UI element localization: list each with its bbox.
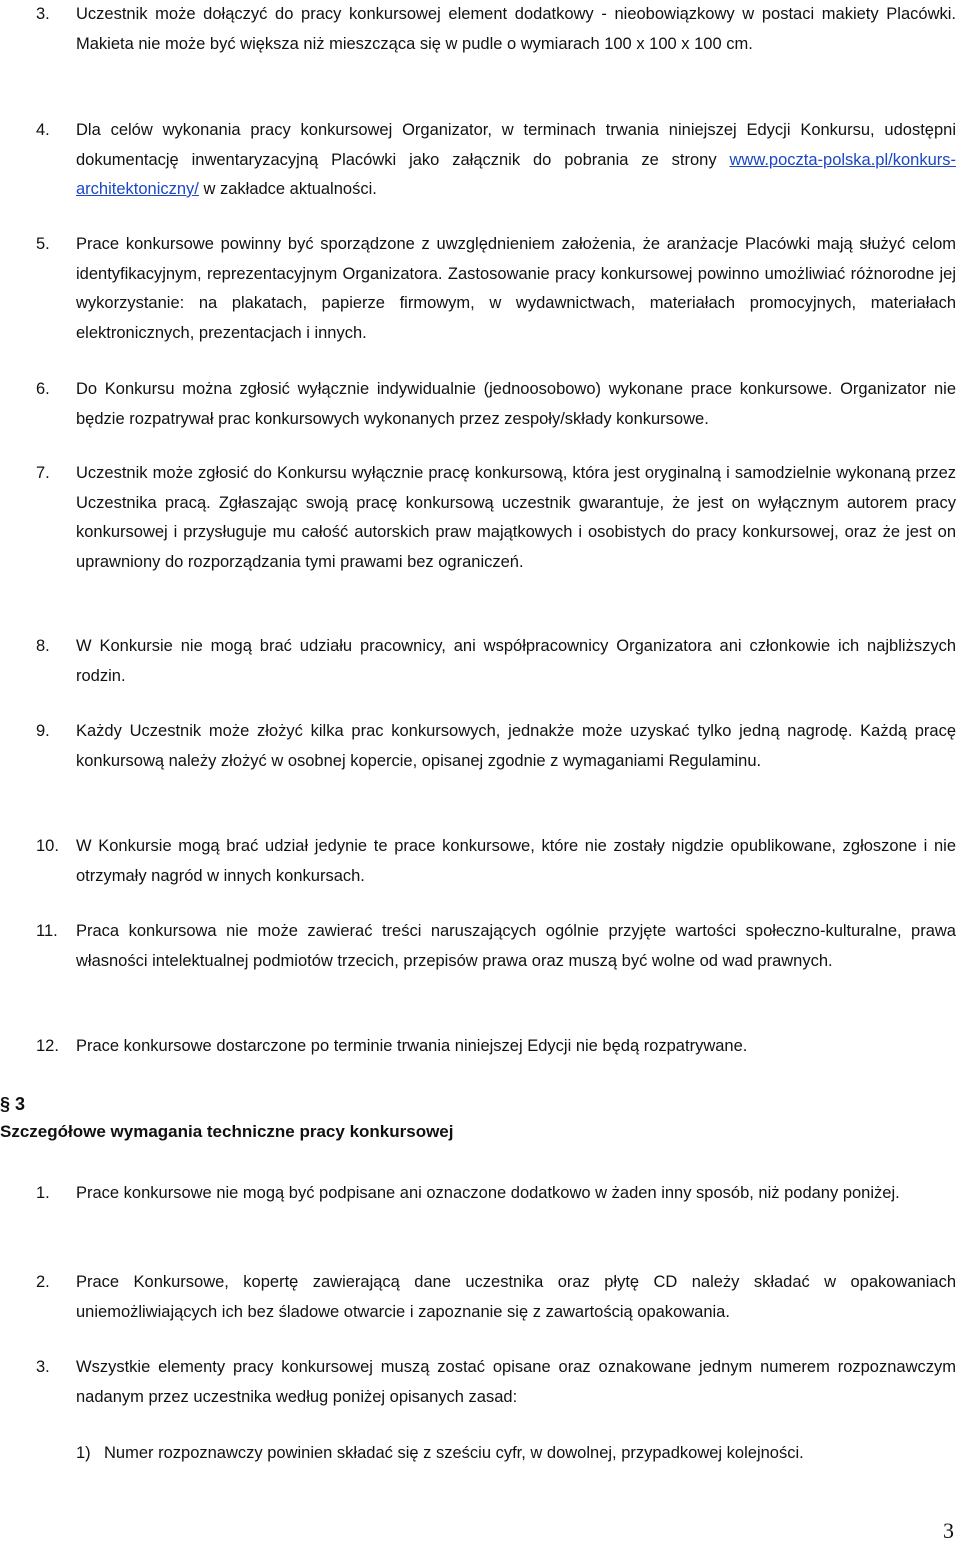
item-number: 10. [36,837,59,855]
item-text: Do Konkursu można zgłosić wyłącznie indywidualnie (jednoosobowo) wykonane prace konkursowe. Organizator nie będzie rozpatrywał prac konkursowych wykonanych przez zespoły/składy konkursowe. [76,380,956,428]
item-number: 7. [36,464,50,482]
item-text: Dla celów wykonania pracy konkursowej Organizator, w terminach trwania niniejszej Edycji Konkursu, udostępni dokumentację inwentaryzacyjną Placówki jako załącznik do pobrania ze strony www.poczta-polska.pl/konkurs-architektoniczny/ w zakładce aktualności. [76,121,956,198]
sub-item-text: Numer rozpoznawczy powinien składać się z sześciu cyfr, w dowolnej, przypadkowej kolejności. [104,1444,804,1462]
item-number: 6. [36,380,50,398]
item-number: 3. [36,5,50,23]
item-number: 12. [36,1037,59,1055]
item-number: 8. [36,637,50,655]
item-number: 1. [36,1184,50,1202]
regulations-link[interactable]: www.poczta-polska.pl/konkurs-architektoniczny/ [76,150,956,198]
item-number: 11. [36,922,58,940]
section-mark: § 3 [0,1094,26,1114]
item-text: Każdy Uczestnik może złożyć kilka prac konkursowych, jednakże może uzyskać tylko jedną nagrodę. Każdą pracę konkursową należy złożyć w osobnej kopercie, opisanej zgodnie z wymaganiami Regulaminu. [76,722,956,770]
item-text: Prace konkursowe dostarczone po terminie trwania niniejszej Edycji nie będą rozpatrywane. [76,1037,748,1055]
item-text: Uczestnik może zgłosić do Konkursu wyłącznie pracę konkursową, która jest oryginalną i samodzielnie wykonaną przez Uczestnika pracą. Zgłaszając swoją pracę konkursową uczestnik gwarantuje, że jest on wyłącznym autorem pracy konkursowej i przysługuje mu całość autorskich praw majątkowych i osobistych do pracy konkursowej, oraz że jest on uprawniony do rozporządzania tymi prawami bez ograniczeń. [76,464,956,571]
item-text: Prace konkursowe nie mogą być podpisane ani oznaczone dodatkowo w żaden inny sposób, niż podany poniżej. [76,1184,900,1202]
item-text: Uczestnik może dołączyć do pracy konkursowej element dodatkowy - nieobowiązkowy w postaci makiety Placówki. Makieta nie może być większa niż mieszcząca się w pudle o wymiarach 100 x 100 x 100 cm. [76,5,956,53]
item-text: Praca konkursowa nie może zawierać treści naruszających ogólnie przyjęte wartości społeczno-kulturalne, prawa własności intelektualnej podmiotów trzecich, przepisów prawa oraz muszą być wolne od wad prawnych. [76,922,956,970]
item-number: 4. [36,121,50,139]
page-number: 3 [943,1518,954,1543]
sub-item-number: 1) [76,1444,91,1462]
item-text: Prace konkursowe powinny być sporządzone z uwzględnieniem założenia, że aranżacje Placówki mają służyć celom identyfikacyjnym, reprezentacyjnym Organizatora. Zastosowanie pracy konkursowej powinno umożliwiać różnorodne jej wykorzystanie: na plakatach, papierze firmowym, w wydawnictwach, materiałach promocyjnych, materiałach elektronicznych, prezentacjach i innych. [76,235,956,342]
item-text: Prace Konkursowe, kopertę zawierającą dane uczestnika oraz płytę CD należy składać w opakowaniach uniemożliwiających ich bez śladowe otwarcie i zapoznanie się z zawartością opakowania. [76,1273,956,1321]
section-title: Szczegółowe wymagania techniczne pracy konkursowej [0,1122,454,1141]
item-number: 5. [36,235,50,253]
item-text: Wszystkie elementy pracy konkursowej muszą zostać opisane oraz oznakowane jednym numerem rozpoznawczym nadanym przez uczestnika według poniżej opisanych zasad: [76,1358,956,1406]
item-text: W Konkursie mogą brać udział jedynie te prace konkursowe, które nie zostały nigdzie opublikowane, zgłoszone i nie otrzymały nagród w innych konkursach. [76,837,956,885]
item-number: 2. [36,1273,50,1291]
item-number: 9. [36,722,50,740]
item-text: W Konkursie nie mogą brać udziału pracownicy, ani współpracownicy Organizatora ani członkowie ich najbliższych rodzin. [76,637,956,685]
item-number: 3. [36,1358,50,1376]
